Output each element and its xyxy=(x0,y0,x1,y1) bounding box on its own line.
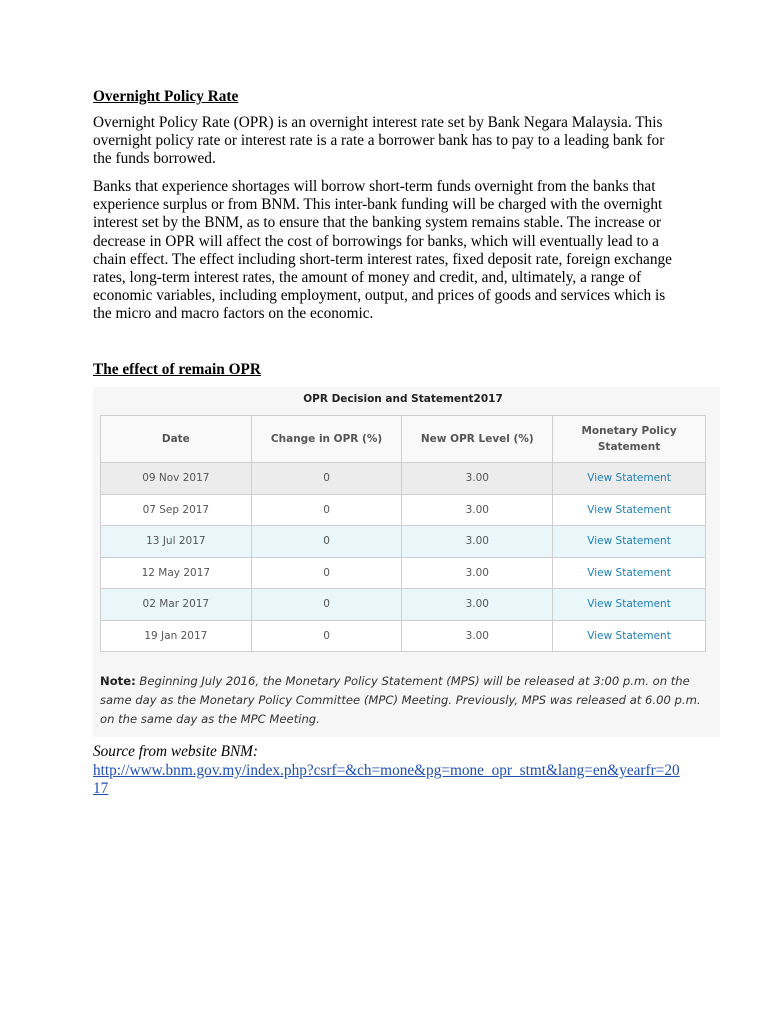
opr-decision-table xyxy=(100,415,706,652)
table-note xyxy=(100,672,712,729)
opr-effect-paragraph: Banks that experience shortages will borrow short-term funds overnight from the banks that experience surplus or from BNM. This inter-bank funding will be charged with the overnight interest set by the BNM, as to ensure that the banking system remains stable. The increase or decrease in OPR will affect the cost of borrowings for banks, which will eventually lead to a chain effect. The effect including short-term interest rates, fixed deposit rate, foreign exchange rates, long-term interest rates, the amount of money and credit, and, ultimately, a range of economic variables, including employment, output, and prices of goods and services which is the micro and macro factors on the economic. xyxy=(93,178,672,323)
view-statement-link[interactable]: View Statement xyxy=(553,589,706,621)
cell-level: 3.00 xyxy=(402,620,553,652)
source-label: Source from website BNM: xyxy=(93,743,258,760)
view-statement-link[interactable]: View Statement xyxy=(553,463,706,495)
table-row xyxy=(101,589,706,621)
section-heading-opr: Overnight Policy Rate xyxy=(93,88,239,105)
cell-level: 3.00 xyxy=(402,463,553,495)
cell-date: 09 Nov 2017 xyxy=(101,463,252,495)
cell-change: 0 xyxy=(251,526,402,558)
table-caption: OPR Decision and Statement2017 xyxy=(303,393,503,405)
cell-date: 19 Jan 2017 xyxy=(101,620,252,652)
cell-date: 07 Sep 2017 xyxy=(101,494,252,526)
note-label: Note: xyxy=(100,674,136,688)
source-url-link[interactable]: http://www.bnm.gov.my/index.php?csrf=&ch=mone&pg=mone_opr_stmt&lang=en&yearfr=2017 xyxy=(93,762,680,797)
section-heading-effect: The effect of remain OPR xyxy=(93,361,261,378)
cell-date: 12 May 2017 xyxy=(101,557,252,589)
view-statement-link[interactable]: View Statement xyxy=(553,620,706,652)
view-statement-link[interactable]: View Statement xyxy=(553,526,706,558)
header-date: Date xyxy=(101,416,252,463)
table-row xyxy=(101,557,706,589)
view-statement-link[interactable]: View Statement xyxy=(553,494,706,526)
header-statement-text: Monetary Policy Statement xyxy=(581,425,677,453)
table-header-row xyxy=(101,416,706,463)
header-statement xyxy=(553,416,706,463)
cell-change: 0 xyxy=(251,557,402,589)
cell-date: 13 Jul 2017 xyxy=(101,526,252,558)
cell-change: 0 xyxy=(251,620,402,652)
table-row xyxy=(101,620,706,652)
table-row xyxy=(101,463,706,495)
opr-definition-paragraph: Overnight Policy Rate (OPR) is an overnight interest rate set by Bank Negara Malaysia. This overnight policy rate or interest rate is a rate a borrower bank has to pay to a leading bank for the funds borrowed. xyxy=(93,114,665,168)
header-change: Change in OPR (%) xyxy=(251,416,402,463)
cell-level: 3.00 xyxy=(402,589,553,621)
cell-date: 02 Mar 2017 xyxy=(101,589,252,621)
header-level: New OPR Level (%) xyxy=(402,416,553,463)
cell-change: 0 xyxy=(251,463,402,495)
view-statement-link[interactable]: View Statement xyxy=(553,557,706,589)
cell-change: 0 xyxy=(251,589,402,621)
note-text: Beginning July 2016, the Monetary Policy Statement (MPS) will be released at 3:00 p.m. on the same day as the Monetary Policy Committee (MPC) Meeting. Previously, MPS was released at 6.00 p.m. on the same day as the MPC Meeting. xyxy=(100,674,701,726)
cell-level: 3.00 xyxy=(402,557,553,589)
cell-change: 0 xyxy=(251,494,402,526)
cell-level: 3.00 xyxy=(402,526,553,558)
cell-level: 3.00 xyxy=(402,494,553,526)
table-row xyxy=(101,526,706,558)
table-row xyxy=(101,494,706,526)
opr-table-screenshot xyxy=(93,387,720,737)
